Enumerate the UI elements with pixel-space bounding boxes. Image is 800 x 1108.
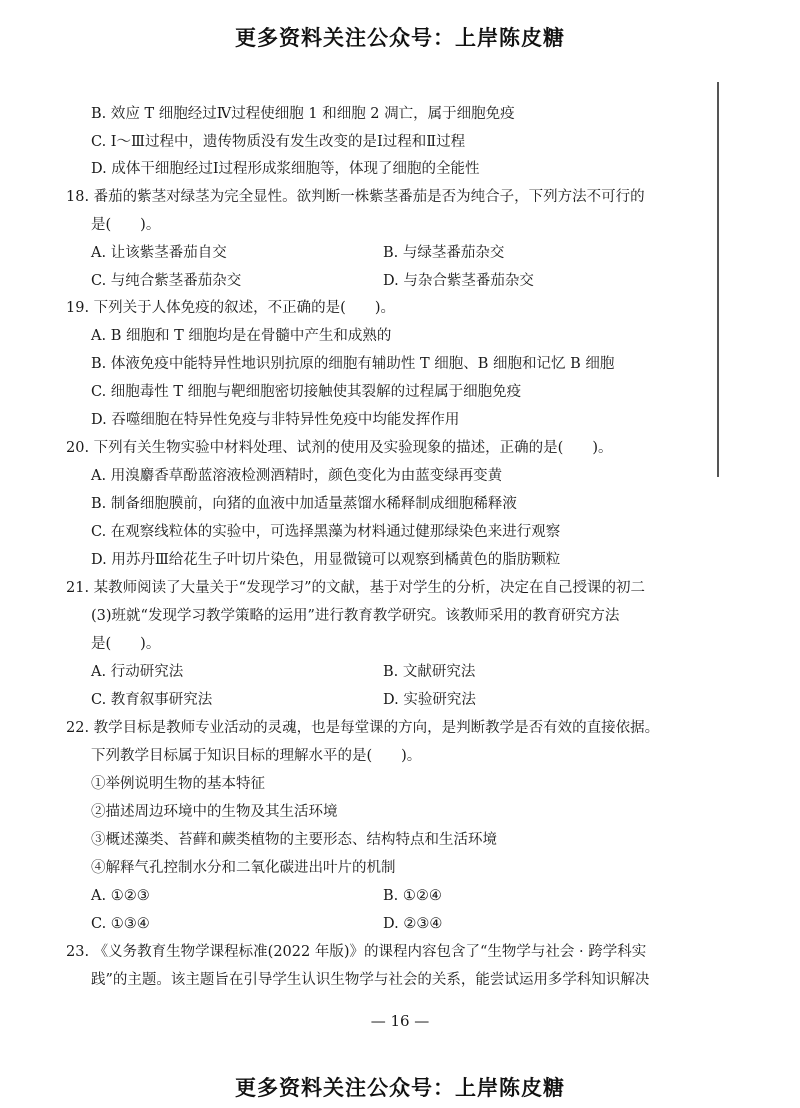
q22-item-2: ②描述周边环境中的生物及其生活环境 xyxy=(91,804,338,820)
q18-option-b: B. 与绿茎番茄杂交 xyxy=(383,245,505,261)
q22-stem-cont: 下列教学目标属于知识目标的理解水平的是( )。 xyxy=(91,748,422,764)
q18-option-a: A. 让该紫茎番茄自交 xyxy=(91,245,227,261)
footer-banner: 更多资料关注公众号：上岸陈皮糖 xyxy=(235,1076,565,1100)
q17-option-c: C. Ⅰ～Ⅲ过程中，遗传物质没有发生改变的是Ⅰ过程和Ⅱ过程 xyxy=(91,134,466,150)
q18-option-d: D. 与杂合紫茎番茄杂交 xyxy=(383,273,534,289)
q22-item-4: ④解释气孔控制水分和二氧化碳进出叶片的机制 xyxy=(91,860,396,876)
q19-option-d: D. 吞噬细胞在特异性免疫与非特异性免疫中均能发挥作用 xyxy=(91,412,460,428)
q21-stem: 21. 某教师阅读了大量关于“发现学习”的文献，基于对学生的分析，决定在自己授课的初二 xyxy=(66,580,645,596)
q22-option-a: A. ①②③ xyxy=(91,888,150,904)
page-number: — 16 — xyxy=(370,1012,430,1030)
q21-option-b: B. 文献研究法 xyxy=(383,664,476,680)
q18-stem: 18. 番茄的紫茎对绿茎为完全显性。欲判断一株紫茎番茄是否为纯合子，下列方法不可行的 xyxy=(66,189,645,205)
q23-stem: 23. 《义务教育生物学课程标准(2022 年版)》的课程内容包含了“生物学与社会 · 跨学科实 xyxy=(66,944,647,960)
q22-item-3: ③概述藻类、苔藓和蕨类植物的主要形态、结构特点和生活环境 xyxy=(91,832,497,848)
q18-stem-cont: 是( )。 xyxy=(91,217,161,233)
q22-option-c: C. ①③④ xyxy=(91,916,150,932)
q22-item-1: ①举例说明生物的基本特征 xyxy=(91,776,265,792)
margin-line xyxy=(717,82,719,477)
q21-option-d: D. 实验研究法 xyxy=(383,692,476,708)
q20-option-b: B. 制备细胞膜前，向猪的血液中加适量蒸馏水稀释制成细胞稀释液 xyxy=(91,496,517,512)
q21-stem-cont-2: 是( )。 xyxy=(91,636,161,652)
q22-stem: 22. 教学目标是教师专业活动的灵魂，也是每堂课的方向，是判断教学是否有效的直接依据。 xyxy=(66,720,660,736)
q19-stem: 19. 下列关于人体免疫的叙述，不正确的是( )。 xyxy=(66,300,395,316)
q22-option-b: B. ①②④ xyxy=(383,888,442,904)
q17-option-b: B. 效应 T 细胞经过Ⅳ过程使细胞 1 和细胞 2 凋亡，属于细胞免疫 xyxy=(91,106,515,122)
header-banner: 更多资料关注公众号：上岸陈皮糖 xyxy=(235,26,565,50)
q20-option-a: A. 用溴麝香草酚蓝溶液检测酒精时，颜色变化为由蓝变绿再变黄 xyxy=(91,468,503,484)
q20-option-d: D. 用苏丹Ⅲ给花生子叶切片染色，用显微镜可以观察到橘黄色的脂肪颗粒 xyxy=(91,552,561,568)
q19-option-a: A. B 细胞和 T 细胞均是在骨髓中产生和成熟的 xyxy=(91,328,392,344)
q20-option-c: C. 在观察线粒体的实验中，可选择黑藻为材料通过健那绿染色来进行观察 xyxy=(91,524,561,540)
q21-option-c: C. 教育叙事研究法 xyxy=(91,692,213,708)
q23-stem-cont: 践”的主题。该主题旨在引导学生认识生物学与社会的关系，能尝试运用多学科知识解决 xyxy=(91,972,650,988)
q19-option-c: C. 细胞毒性 T 细胞与靶细胞密切接触使其裂解的过程属于细胞免疫 xyxy=(91,384,522,400)
q20-stem: 20. 下列有关生物实验中材料处理、试剂的使用及实验现象的描述，正确的是( )。 xyxy=(66,440,613,456)
q19-option-b: B. 体液免疫中能特异性地识别抗原的细胞有辅助性 T 细胞、B 细胞和记忆 B 细胞 xyxy=(91,356,615,372)
q21-option-a: A. 行动研究法 xyxy=(91,664,184,680)
q22-option-d: D. ②③④ xyxy=(383,916,443,932)
q17-option-d: D. 成体干细胞经过Ⅰ过程形成浆细胞等，体现了细胞的全能性 xyxy=(91,161,480,177)
q18-option-c: C. 与纯合紫茎番茄杂交 xyxy=(91,273,242,289)
q21-stem-cont-1: (3)班就“发现学习教学策略的运用”进行教育教学研究。该教师采用的教育研究方法 xyxy=(91,608,620,624)
